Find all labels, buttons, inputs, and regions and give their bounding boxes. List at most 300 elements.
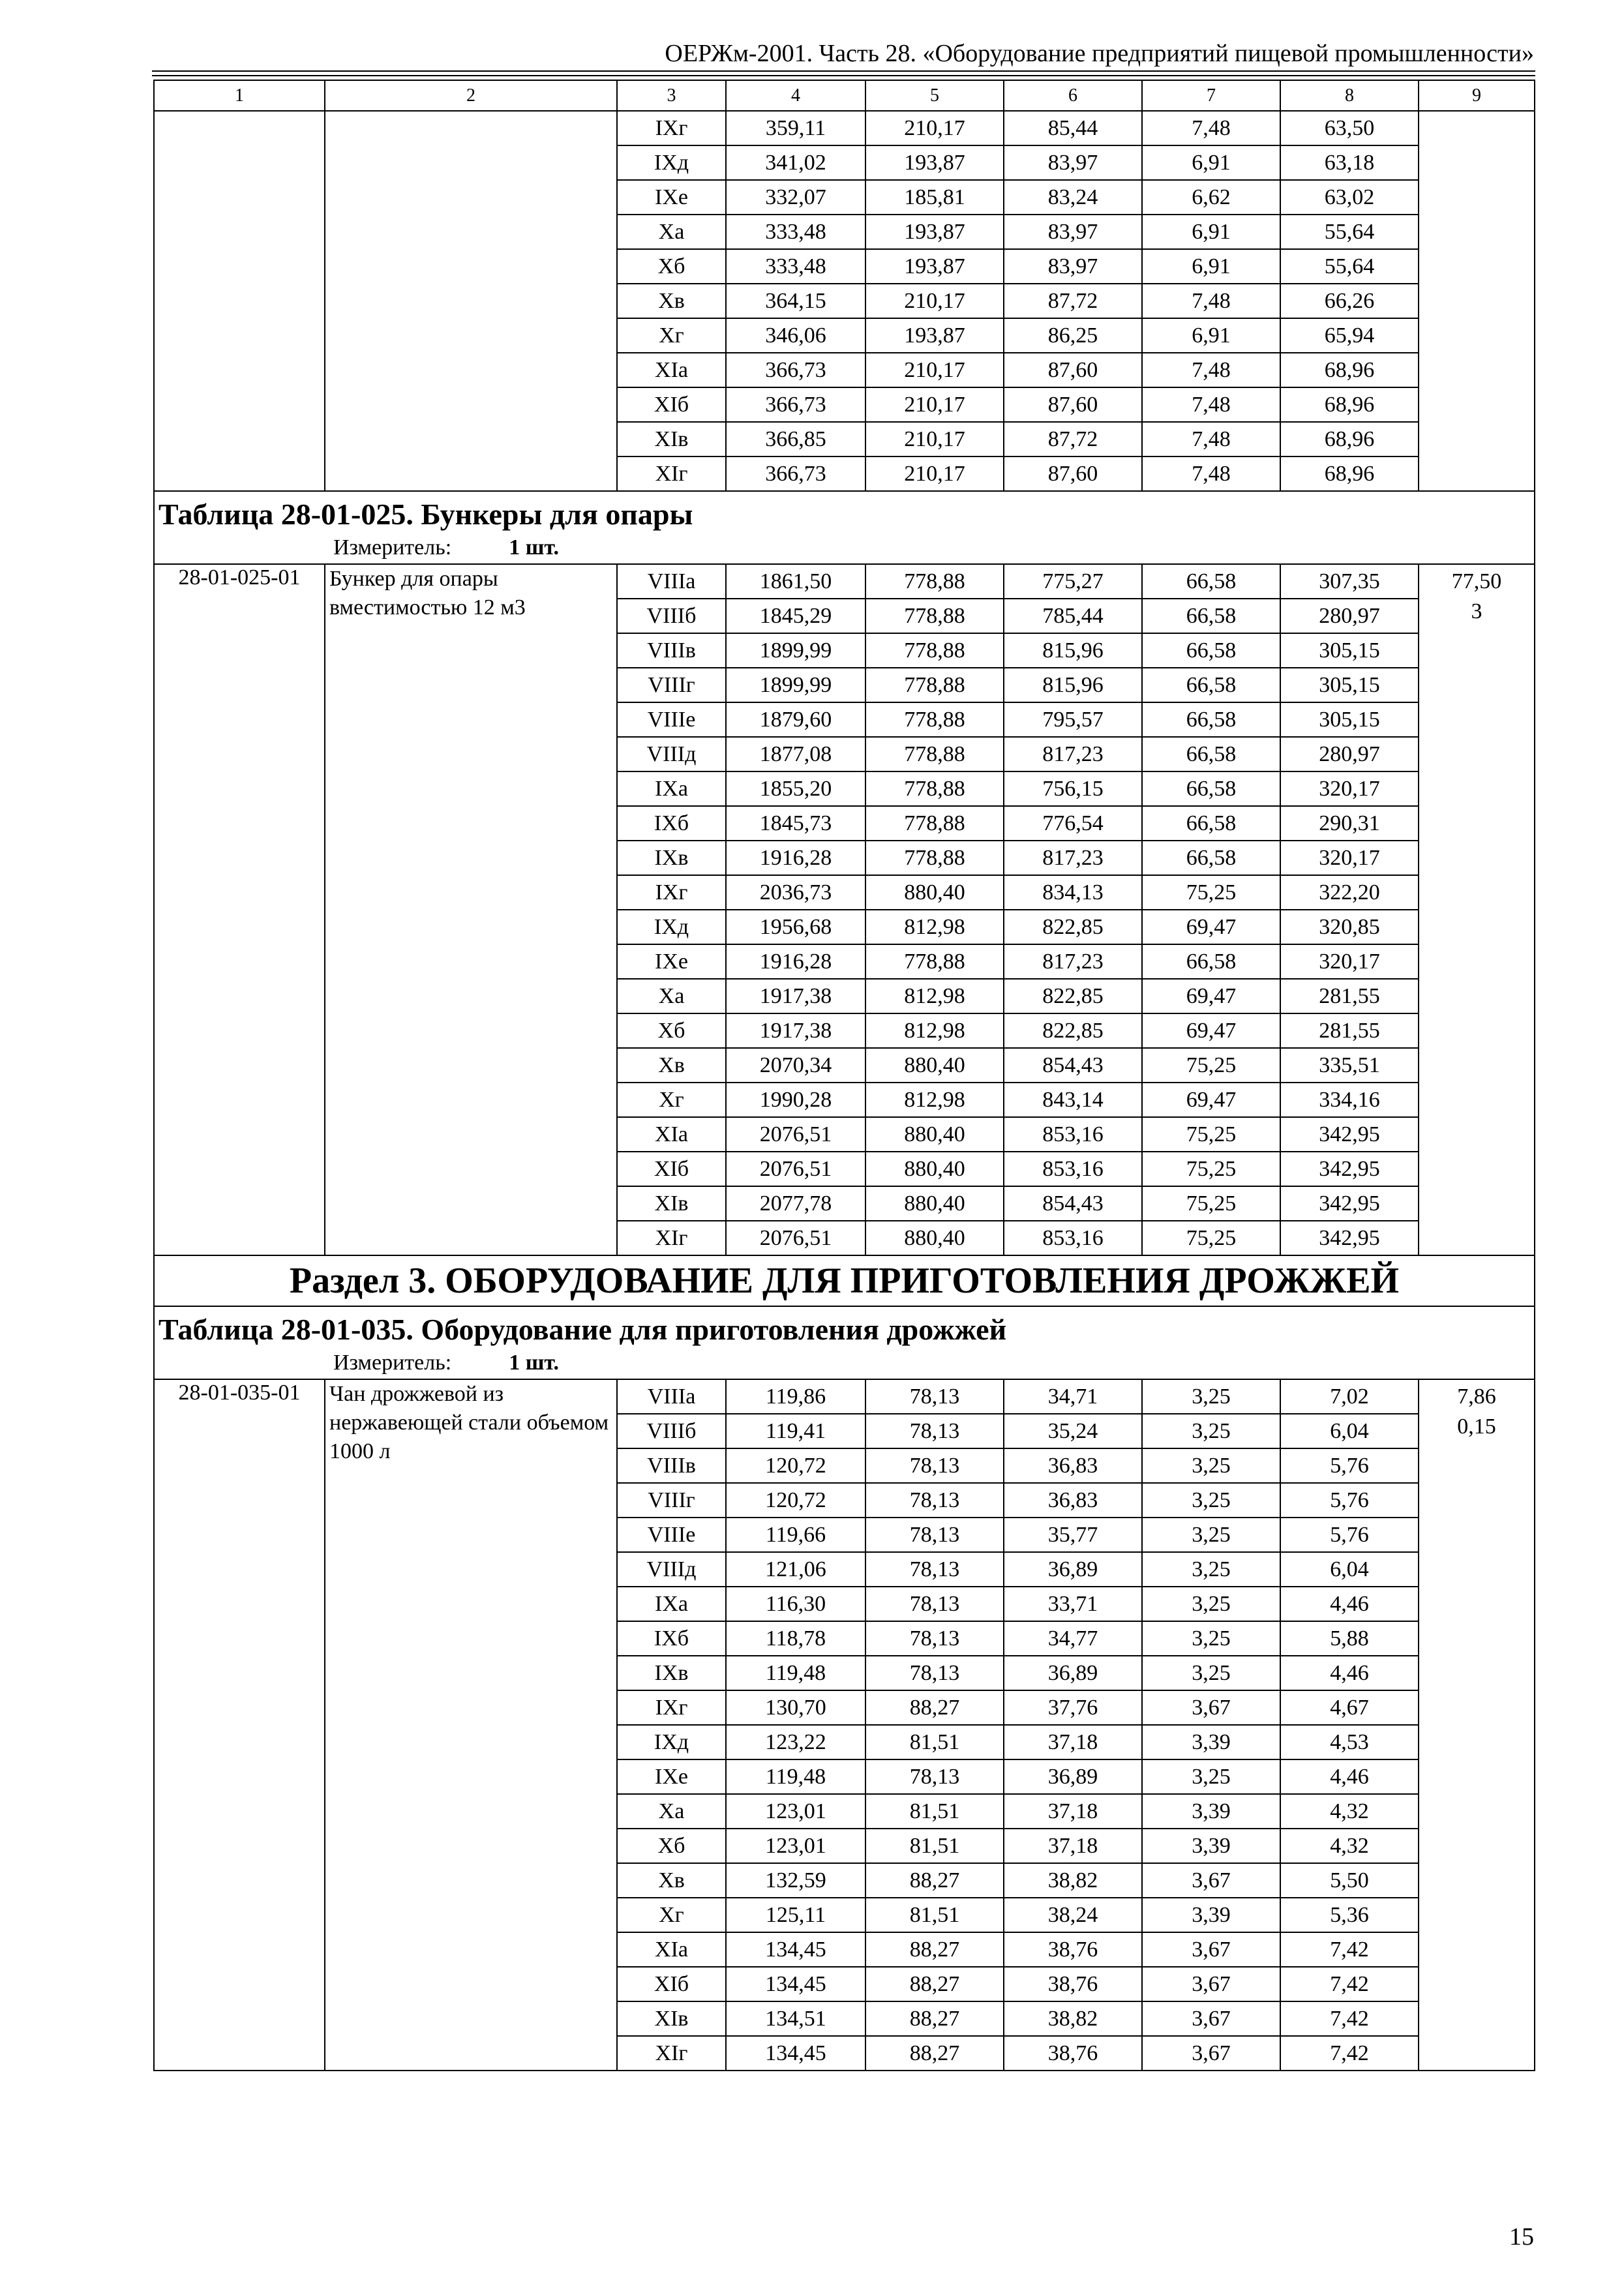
machine-cost: 822,85: [1004, 979, 1142, 1013]
machine-cost: 38,76: [1004, 2036, 1142, 2071]
total-cost: 333,48: [726, 249, 865, 284]
region-code: IXе: [617, 1759, 726, 1794]
rate-name: Бункер для опары вместимостью 12 м3: [325, 564, 617, 1255]
region-code: VIIIв: [617, 1448, 726, 1483]
table-row: [154, 564, 1535, 599]
driver-wage: 7,48: [1142, 284, 1280, 318]
machine-cost: 38,76: [1004, 1932, 1142, 1967]
machine-cost: 36,83: [1004, 1483, 1142, 1518]
materials-cost: 342,95: [1280, 1221, 1419, 1255]
labor-cost: 880,40: [865, 1186, 1004, 1221]
total-cost: 123,22: [726, 1725, 865, 1759]
extra-cell: [1419, 111, 1535, 491]
machine-cost: 37,76: [1004, 1690, 1142, 1725]
total-cost: 366,73: [726, 456, 865, 491]
total-cost: 366,73: [726, 387, 865, 422]
column-number: 9: [1419, 80, 1535, 111]
machine-cost: 795,57: [1004, 702, 1142, 737]
machine-cost: 83,24: [1004, 180, 1142, 215]
total-cost: 120,72: [726, 1448, 865, 1483]
driver-wage: 66,58: [1142, 806, 1280, 841]
region-code: IXб: [617, 1621, 726, 1656]
column-number-row: [154, 80, 1535, 111]
materials-cost: 4,32: [1280, 1794, 1419, 1829]
table-header: [154, 1306, 1535, 1379]
driver-wage: 3,25: [1142, 1587, 1280, 1621]
driver-wage: 66,58: [1142, 771, 1280, 806]
materials-cost: 4,67: [1280, 1690, 1419, 1725]
region-code: IXд: [617, 145, 726, 180]
column-number: 5: [865, 80, 1004, 111]
labor-cost: 210,17: [865, 353, 1004, 387]
materials-cost: 334,16: [1280, 1083, 1419, 1117]
code-cell: [154, 111, 325, 491]
machine-cost: 822,85: [1004, 1013, 1142, 1048]
materials-cost: 307,35: [1280, 564, 1419, 599]
table-body: [154, 80, 1535, 2071]
materials-cost: 305,15: [1280, 702, 1419, 737]
machine-cost: 37,18: [1004, 1794, 1142, 1829]
driver-wage: 3,67: [1142, 2036, 1280, 2071]
materials-cost: 4,46: [1280, 1656, 1419, 1690]
machine-cost: 86,25: [1004, 318, 1142, 353]
driver-wage: 75,25: [1142, 1221, 1280, 1255]
labor-cost: 81,51: [865, 1829, 1004, 1863]
driver-wage: 3,39: [1142, 1898, 1280, 1932]
region-code: IXг: [617, 875, 726, 910]
driver-wage: 7,48: [1142, 387, 1280, 422]
materials-cost: 7,42: [1280, 1967, 1419, 2001]
machine-cost: 35,77: [1004, 1518, 1142, 1552]
driver-wage: 69,47: [1142, 1013, 1280, 1048]
region-code: Xг: [617, 318, 726, 353]
region-code: IXе: [617, 944, 726, 979]
total-cost: 134,45: [726, 1932, 865, 1967]
driver-wage: 3,25: [1142, 1621, 1280, 1656]
machine-cost: 87,60: [1004, 353, 1142, 387]
total-cost: 359,11: [726, 111, 865, 145]
driver-wage: 6,91: [1142, 215, 1280, 249]
labor-cost: 210,17: [865, 284, 1004, 318]
total-cost: 132,59: [726, 1863, 865, 1898]
resource-value: 3: [1419, 599, 1535, 1255]
unit-label: Измеритель:: [333, 535, 452, 560]
driver-wage: 75,25: [1142, 1117, 1280, 1152]
region-code: VIIIг: [617, 1483, 726, 1518]
materials-cost: 280,97: [1280, 737, 1419, 771]
labor-cost: 88,27: [865, 2036, 1004, 2071]
unit-value: 1 шт.: [509, 1351, 560, 1375]
region-code: Xб: [617, 249, 726, 284]
labor-cost: 78,13: [865, 1414, 1004, 1448]
materials-cost: 7,02: [1280, 1379, 1419, 1414]
driver-wage: 75,25: [1142, 1186, 1280, 1221]
machine-cost: 854,43: [1004, 1186, 1142, 1221]
labor-cost: 81,51: [865, 1725, 1004, 1759]
machine-cost: 853,16: [1004, 1117, 1142, 1152]
labor-cost: 778,88: [865, 771, 1004, 806]
labor-cost: 88,27: [865, 1967, 1004, 2001]
driver-wage: 66,58: [1142, 599, 1280, 633]
total-cost: 1956,68: [726, 910, 865, 944]
materials-cost: 68,96: [1280, 387, 1419, 422]
total-cost: 2077,78: [726, 1186, 865, 1221]
materials-cost: 5,76: [1280, 1483, 1419, 1518]
region-code: XIв: [617, 422, 726, 456]
region-code: Xг: [617, 1083, 726, 1117]
region-code: VIIIа: [617, 564, 726, 599]
materials-cost: 7,42: [1280, 2036, 1419, 2071]
machine-cost: 38,24: [1004, 1898, 1142, 1932]
driver-wage: 3,39: [1142, 1794, 1280, 1829]
region-code: XIб: [617, 1967, 726, 2001]
machine-cost: 87,60: [1004, 456, 1142, 491]
region-code: XIа: [617, 1117, 726, 1152]
labor-cost: 880,40: [865, 1117, 1004, 1152]
driver-wage: 3,25: [1142, 1414, 1280, 1448]
driver-wage: 3,67: [1142, 1863, 1280, 1898]
total-cost: 2076,51: [726, 1152, 865, 1186]
total-cost: 123,01: [726, 1829, 865, 1863]
rate-code: 28-01-025-01: [154, 564, 325, 1255]
materials-cost: 322,20: [1280, 875, 1419, 910]
materials-cost: 5,36: [1280, 1898, 1419, 1932]
labor-cost: 778,88: [865, 668, 1004, 702]
total-cost: 118,78: [726, 1621, 865, 1656]
total-cost: 333,48: [726, 215, 865, 249]
driver-wage: 3,25: [1142, 1656, 1280, 1690]
rate-code: 28-01-035-01: [154, 1379, 325, 2071]
materials-cost: 280,97: [1280, 599, 1419, 633]
region-code: XIа: [617, 1932, 726, 1967]
table-row: [154, 1379, 1535, 1414]
region-code: VIIIа: [617, 1379, 726, 1414]
driver-wage: 3,25: [1142, 1379, 1280, 1414]
rates-table: [153, 80, 1535, 2071]
labor-cost: 78,13: [865, 1621, 1004, 1656]
materials-cost: 290,31: [1280, 806, 1419, 841]
driver-wage: 3,67: [1142, 1967, 1280, 2001]
labor-cost: 78,13: [865, 1448, 1004, 1483]
total-cost: 1845,29: [726, 599, 865, 633]
materials-cost: 4,32: [1280, 1829, 1419, 1863]
materials-cost: 320,17: [1280, 771, 1419, 806]
labor-cost: 210,17: [865, 456, 1004, 491]
region-code: IXв: [617, 1656, 726, 1690]
region-code: VIIIд: [617, 737, 726, 771]
machine-cost: 37,18: [1004, 1829, 1142, 1863]
materials-cost: 281,55: [1280, 979, 1419, 1013]
materials-cost: 68,96: [1280, 456, 1419, 491]
labor-cost: 778,88: [865, 944, 1004, 979]
materials-cost: 68,96: [1280, 353, 1419, 387]
region-code: XIа: [617, 353, 726, 387]
total-cost: 119,66: [726, 1518, 865, 1552]
resource-value: 0,15: [1419, 1414, 1535, 2071]
region-code: XIв: [617, 1186, 726, 1221]
labor-cost: 78,13: [865, 1483, 1004, 1518]
column-number: 3: [617, 80, 726, 111]
labor-cost: 88,27: [865, 1690, 1004, 1725]
region-code: IXд: [617, 910, 726, 944]
machine-cost: 83,97: [1004, 249, 1142, 284]
total-cost: 119,48: [726, 1759, 865, 1794]
column-number: 8: [1280, 80, 1419, 111]
machine-cost: 36,89: [1004, 1656, 1142, 1690]
section-row: [154, 1255, 1535, 1306]
section-title: Раздел 3. ОБОРУДОВАНИЕ ДЛЯ ПРИГОТОВЛЕНИЯ ДРОЖЖЕЙ: [154, 1255, 1535, 1306]
region-code: VIIIв: [617, 633, 726, 668]
driver-wage: 66,58: [1142, 944, 1280, 979]
machine-cost: 38,82: [1004, 1863, 1142, 1898]
total-cost: 1916,28: [726, 944, 865, 979]
materials-cost: 342,95: [1280, 1152, 1419, 1186]
total-cost: 2076,51: [726, 1221, 865, 1255]
name-cell: [325, 111, 617, 491]
labor-cost: 778,88: [865, 564, 1004, 599]
driver-wage: 66,58: [1142, 668, 1280, 702]
materials-cost: 68,96: [1280, 422, 1419, 456]
total-cost: 364,15: [726, 284, 865, 318]
labor-cost: 812,98: [865, 910, 1004, 944]
machine-cost: 35,24: [1004, 1414, 1142, 1448]
labor-cost: 812,98: [865, 1083, 1004, 1117]
total-cost: 121,06: [726, 1552, 865, 1587]
region-code: Xа: [617, 979, 726, 1013]
driver-wage: 7,48: [1142, 422, 1280, 456]
labor-cost: 81,51: [865, 1794, 1004, 1829]
labor-cost: 778,88: [865, 737, 1004, 771]
machine-cost: 38,82: [1004, 2001, 1142, 2036]
unit-line: [158, 533, 1534, 563]
total-cost: 2070,34: [726, 1048, 865, 1083]
table-header-row: [154, 491, 1535, 564]
materials-cost: 320,17: [1280, 841, 1419, 875]
machine-cost: 87,72: [1004, 422, 1142, 456]
driver-wage: 69,47: [1142, 979, 1280, 1013]
total-cost: 1899,99: [726, 633, 865, 668]
labor-cost: 778,88: [865, 806, 1004, 841]
driver-wage: 75,25: [1142, 875, 1280, 910]
labor-cost: 88,27: [865, 1863, 1004, 1898]
driver-wage: 3,25: [1142, 1448, 1280, 1483]
driver-wage: 3,67: [1142, 1690, 1280, 1725]
materials-cost: 4,53: [1280, 1725, 1419, 1759]
total-cost: 366,85: [726, 422, 865, 456]
driver-wage: 66,58: [1142, 633, 1280, 668]
labor-cost: 812,98: [865, 1013, 1004, 1048]
machine-cost: 85,44: [1004, 111, 1142, 145]
total-cost: 1855,20: [726, 771, 865, 806]
header-rule: [152, 70, 1535, 72]
labor-cost: 78,13: [865, 1552, 1004, 1587]
resource-value: 77,50: [1419, 564, 1535, 599]
page-number: 15: [1509, 2223, 1534, 2251]
region-code: XIв: [617, 2001, 726, 2036]
driver-wage: 6,62: [1142, 180, 1280, 215]
labor-cost: 880,40: [865, 1048, 1004, 1083]
table-header-row: [154, 1306, 1535, 1379]
machine-cost: 817,23: [1004, 944, 1142, 979]
materials-cost: 66,26: [1280, 284, 1419, 318]
machine-cost: 853,16: [1004, 1152, 1142, 1186]
machine-cost: 815,96: [1004, 668, 1142, 702]
machine-cost: 817,23: [1004, 841, 1142, 875]
total-cost: 119,41: [726, 1414, 865, 1448]
driver-wage: 7,48: [1142, 456, 1280, 491]
resource-value: 7,86: [1419, 1379, 1535, 1414]
region-code: Xг: [617, 1898, 726, 1932]
machine-cost: 34,71: [1004, 1379, 1142, 1414]
materials-cost: 342,95: [1280, 1117, 1419, 1152]
total-cost: 2036,73: [726, 875, 865, 910]
driver-wage: 66,58: [1142, 841, 1280, 875]
machine-cost: 37,18: [1004, 1725, 1142, 1759]
driver-wage: 66,58: [1142, 702, 1280, 737]
machine-cost: 843,14: [1004, 1083, 1142, 1117]
driver-wage: 3,25: [1142, 1518, 1280, 1552]
materials-cost: 5,76: [1280, 1518, 1419, 1552]
total-cost: 116,30: [726, 1587, 865, 1621]
labor-cost: 778,88: [865, 599, 1004, 633]
total-cost: 1861,50: [726, 564, 865, 599]
driver-wage: 6,91: [1142, 318, 1280, 353]
materials-cost: 320,17: [1280, 944, 1419, 979]
materials-cost: 281,55: [1280, 1013, 1419, 1048]
total-cost: 346,06: [726, 318, 865, 353]
driver-wage: 66,58: [1142, 564, 1280, 599]
total-cost: 134,51: [726, 2001, 865, 2036]
machine-cost: 822,85: [1004, 910, 1142, 944]
machine-cost: 87,72: [1004, 284, 1142, 318]
region-code: IXг: [617, 111, 726, 145]
machine-cost: 834,13: [1004, 875, 1142, 910]
total-cost: 366,73: [726, 353, 865, 387]
machine-cost: 775,27: [1004, 564, 1142, 599]
driver-wage: 7,48: [1142, 111, 1280, 145]
unit-line: [158, 1349, 1534, 1379]
total-cost: 1899,99: [726, 668, 865, 702]
driver-wage: 3,25: [1142, 1552, 1280, 1587]
materials-cost: 4,46: [1280, 1587, 1419, 1621]
total-cost: 134,45: [726, 1967, 865, 2001]
total-cost: 2076,51: [726, 1117, 865, 1152]
materials-cost: 342,95: [1280, 1186, 1419, 1221]
total-cost: 1916,28: [726, 841, 865, 875]
machine-cost: 34,77: [1004, 1621, 1142, 1656]
materials-cost: 63,02: [1280, 180, 1419, 215]
labor-cost: 78,13: [865, 1587, 1004, 1621]
region-code: VIIIе: [617, 1518, 726, 1552]
labor-cost: 88,27: [865, 2001, 1004, 2036]
total-cost: 1990,28: [726, 1083, 865, 1117]
driver-wage: 6,91: [1142, 145, 1280, 180]
total-cost: 332,07: [726, 180, 865, 215]
driver-wage: 3,25: [1142, 1483, 1280, 1518]
machine-cost: 83,97: [1004, 215, 1142, 249]
table-title: Таблица 28-01-025. Бункеры для опары: [158, 498, 693, 531]
region-code: IXг: [617, 1690, 726, 1725]
labor-cost: 78,13: [865, 1518, 1004, 1552]
labor-cost: 812,98: [865, 979, 1004, 1013]
driver-wage: 66,58: [1142, 737, 1280, 771]
labor-cost: 78,13: [865, 1379, 1004, 1414]
column-number: 6: [1004, 80, 1142, 111]
labor-cost: 210,17: [865, 422, 1004, 456]
machine-cost: 36,89: [1004, 1759, 1142, 1794]
labor-cost: 880,40: [865, 875, 1004, 910]
region-code: Xв: [617, 1048, 726, 1083]
labor-cost: 81,51: [865, 1898, 1004, 1932]
machine-cost: 38,76: [1004, 1967, 1142, 2001]
region-code: XIг: [617, 1221, 726, 1255]
labor-cost: 210,17: [865, 387, 1004, 422]
machine-cost: 817,23: [1004, 737, 1142, 771]
materials-cost: 63,50: [1280, 111, 1419, 145]
labor-cost: 193,87: [865, 249, 1004, 284]
driver-wage: 6,91: [1142, 249, 1280, 284]
region-code: XIб: [617, 1152, 726, 1186]
machine-cost: 36,89: [1004, 1552, 1142, 1587]
region-code: VIIIд: [617, 1552, 726, 1587]
driver-wage: 7,48: [1142, 353, 1280, 387]
total-cost: 134,45: [726, 2036, 865, 2071]
labor-cost: 78,13: [865, 1656, 1004, 1690]
region-code: XIг: [617, 456, 726, 491]
table-row: [154, 111, 1535, 145]
driver-wage: 69,47: [1142, 910, 1280, 944]
labor-cost: 193,87: [865, 215, 1004, 249]
materials-cost: 4,46: [1280, 1759, 1419, 1794]
materials-cost: 6,04: [1280, 1552, 1419, 1587]
machine-cost: 853,16: [1004, 1221, 1142, 1255]
materials-cost: 5,76: [1280, 1448, 1419, 1483]
machine-cost: 33,71: [1004, 1587, 1142, 1621]
labor-cost: 88,27: [865, 1932, 1004, 1967]
unit-value: 1 шт.: [509, 535, 560, 560]
column-number: 7: [1142, 80, 1280, 111]
region-code: Xв: [617, 1863, 726, 1898]
labor-cost: 778,88: [865, 841, 1004, 875]
region-code: VIIIг: [617, 668, 726, 702]
materials-cost: 65,94: [1280, 318, 1419, 353]
materials-cost: 55,64: [1280, 215, 1419, 249]
materials-cost: 305,15: [1280, 668, 1419, 702]
region-code: Xб: [617, 1013, 726, 1048]
materials-cost: 320,85: [1280, 910, 1419, 944]
labor-cost: 880,40: [865, 1221, 1004, 1255]
region-code: IXб: [617, 806, 726, 841]
region-code: XIб: [617, 387, 726, 422]
total-cost: 125,11: [726, 1898, 865, 1932]
machine-cost: 854,43: [1004, 1048, 1142, 1083]
region-code: Xа: [617, 1794, 726, 1829]
column-number: 4: [726, 80, 865, 111]
driver-wage: 75,25: [1142, 1152, 1280, 1186]
machine-cost: 776,54: [1004, 806, 1142, 841]
region-code: Xа: [617, 215, 726, 249]
materials-cost: 305,15: [1280, 633, 1419, 668]
header-rule: [152, 75, 1535, 76]
materials-cost: 63,18: [1280, 145, 1419, 180]
materials-cost: 5,50: [1280, 1863, 1419, 1898]
driver-wage: 3,25: [1142, 1759, 1280, 1794]
driver-wage: 75,25: [1142, 1048, 1280, 1083]
region-code: VIIIб: [617, 599, 726, 633]
machine-cost: 36,83: [1004, 1448, 1142, 1483]
labor-cost: 193,87: [865, 145, 1004, 180]
region-code: VIIIб: [617, 1414, 726, 1448]
